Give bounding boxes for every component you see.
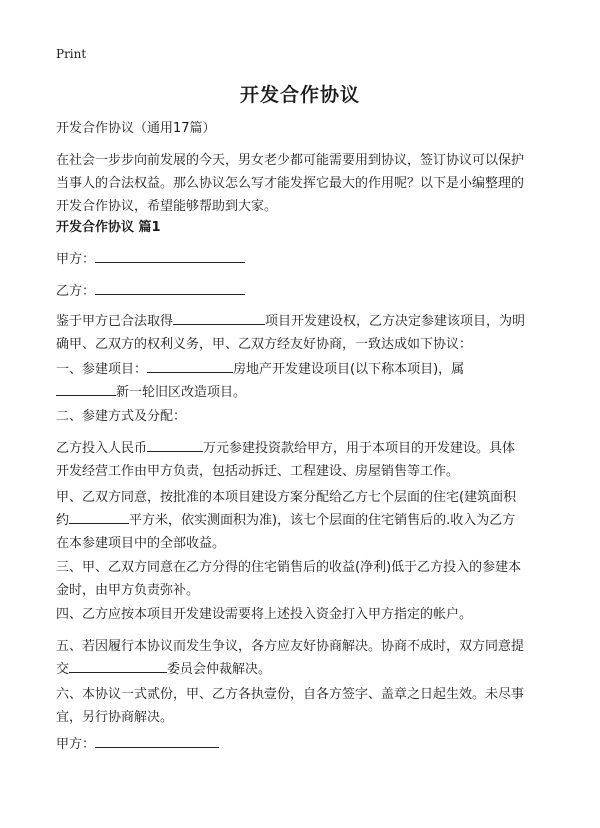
item-5 [56,635,546,681]
paragraph-allocation [56,486,546,555]
text-span: 万元参建投资款给甲方，用于本项目的开发建设。具体 [203,441,516,456]
arbitration-blank [69,658,167,673]
project-name-blank [173,310,265,325]
text-span: 交 [56,662,70,677]
signature-party-a [56,733,546,756]
sign-a-blank [95,733,219,748]
project-blank [147,358,233,373]
item-2: 二、参建方式及分配： [56,409,187,424]
text-line: 三、甲、乙双方同意在乙方分得的住宅销售后的收益(净利)低于乙方投入的参建本 [56,560,522,575]
intro-paragraph [56,149,546,218]
intro-line: 当事人的合法权益。那么协议怎么写才能发挥它最大的作用呢？以下是小编整理的 [56,176,525,191]
item-1 [56,358,546,404]
text-span: 委员会仲裁解决。 [167,662,272,677]
document-subtitle: 开发合作协议（通用17篇） [56,121,216,136]
text-span: 新一轮旧区改造项目。 [116,385,247,400]
text-span: 房地产开发建设项目(以下称本项目)，属 [233,362,465,377]
party-b-blank [95,280,245,295]
text-line: 在本参建项目中的全部收益。 [56,536,226,551]
text-line: 甲、乙双方同意，按批准的本项目建设方案分配给乙方七个层面的住宅(建筑面积 [56,490,517,505]
region-blank [56,381,116,396]
text-span: 乙方投入人民币 [56,441,148,456]
text-span: 鉴于甲方已合法取得 [56,314,174,329]
text-line: 五、若因履行本协议而发生争议，各方应友好协商解决。协商不成时，双方同意提 [56,639,525,654]
party-a-line [56,248,546,271]
party-b-label: 乙方： [56,284,96,299]
area-blank [69,509,129,524]
text-line: 开发经营工作由甲方负责，包括动拆迁、工程建设、房屋销售等工作。 [56,464,460,479]
print-link[interactable]: Print [56,47,87,61]
text-line: 六、本协议一式贰份，甲、乙方各执壹份，自各方签字、盖章之日起生效。未尽事 [56,687,525,702]
paragraph-investment [56,437,546,483]
text-span: 一、参建项目： [56,362,148,377]
item-4: 四、乙方应按本项目开发建设需要将上述投入资金打入甲方指定的帐户。 [56,607,473,622]
intro-line: 开发合作协议，希望能够帮助到大家。 [56,199,278,214]
item-6 [56,683,546,729]
party-a-blank [95,248,245,263]
amount-blank [147,437,203,452]
text-span: 约 [56,513,70,528]
paragraph-recital [56,310,546,356]
document-title: 开发合作协议 [239,84,360,106]
sign-a-label: 甲方： [56,737,96,752]
intro-line: 在社会一步步向前发展的今天，男女老少都可能需要用到协议，签订协议可以保护 [56,153,525,168]
text-span: 平方米，依实测面积为准)，该七个层面的住宅销售后的.收入为乙方 [129,513,516,528]
item-3 [56,556,546,602]
party-a-label: 甲方： [56,252,96,267]
section-heading: 开发合作协议 篇1 [56,220,161,235]
text-span: 项目开发建设权，乙方决定参建该项目，为明 [265,314,526,329]
party-b-line [56,280,546,303]
text-line: 确甲、乙双方的权利义务，甲、乙双方经友好协商，一致达成如下协议： [56,337,473,352]
text-line: 宜，另行协商解决。 [56,710,174,725]
text-line: 金时，由甲方负责弥补。 [56,583,200,598]
